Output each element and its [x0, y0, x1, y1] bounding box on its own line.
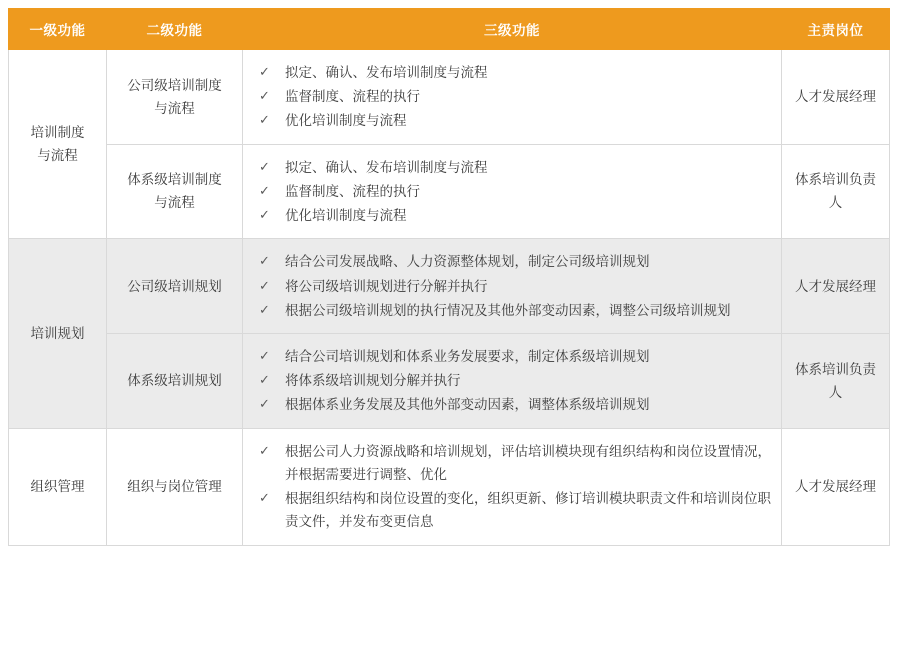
list-item-label: 监督制度、流程的执行 [285, 183, 420, 199]
list-item [257, 250, 773, 273]
cell-owner: 人才发展经理 [782, 239, 890, 334]
cell-level3-list [243, 50, 782, 145]
list-item [257, 109, 773, 132]
table-row [9, 428, 890, 545]
list-item-label: 结合公司发展战略、人力资源整体规划，制定公司级培训规划 [285, 254, 650, 270]
list-item-label: 根据组织结构和岗位设置的变化，组织更新、修订培训模块职责文件和培训岗位职责文件，并发布变更信息 [285, 491, 771, 530]
table-row [9, 239, 890, 334]
list-item [257, 275, 773, 298]
table-body [9, 50, 890, 546]
list-item [257, 85, 773, 108]
cell-level1: 组织管理 [9, 428, 107, 545]
check-mark-icon: ✓ [259, 301, 270, 317]
check-mark-icon: ✓ [259, 253, 270, 269]
table-header [9, 9, 890, 50]
check-mark-icon: ✓ [259, 112, 270, 128]
check-mark-icon: ✓ [259, 396, 270, 412]
list-item [257, 299, 773, 322]
list-item-label: 拟定、确认、发布培训制度与流程 [285, 159, 488, 175]
list-item [257, 369, 773, 392]
list-item-label: 优化培训制度与流程 [285, 113, 407, 129]
list-item-label: 将体系级培训规划分解并执行 [285, 373, 461, 389]
list-item [257, 345, 773, 368]
check-mark-icon: ✓ [259, 182, 270, 198]
list-item-label: 优化培训制度与流程 [285, 208, 407, 224]
column-header-owner: 主责岗位 [782, 9, 890, 50]
list-item-label: 拟定、确认、发布培训制度与流程 [285, 65, 488, 80]
list-item [257, 156, 773, 179]
check-mark-icon: ✓ [259, 277, 270, 293]
cell-owner: 人才发展经理 [782, 50, 890, 145]
cell-level2: 公司级培训制度 与流程 [107, 50, 243, 145]
cell-owner: 体系培训负责 人 [782, 144, 890, 239]
list-item [257, 180, 773, 203]
cell-level3-list [243, 239, 782, 334]
cell-level1: 培训规划 [9, 239, 107, 428]
check-mark-icon: ✓ [259, 88, 270, 104]
list-item-label: 根据公司级培训规划的执行情况及其他外部变动因素，调整公司级培训规划 [285, 302, 731, 318]
cell-level3-list [243, 428, 782, 545]
table-row [9, 333, 890, 428]
list-item [257, 393, 773, 416]
list-item [257, 61, 773, 84]
column-header-level3: 三级功能 [243, 9, 782, 50]
table-row [9, 144, 890, 239]
cell-level3-list [243, 144, 782, 239]
check-mark-icon: ✓ [259, 490, 270, 506]
header-row [9, 9, 890, 50]
list-item-label: 监督制度、流程的执行 [285, 89, 420, 105]
list-item-label: 将公司级培训规划进行分解并执行 [285, 278, 488, 294]
check-mark-icon: ✓ [259, 442, 270, 458]
cell-level2: 组织与岗位管理 [107, 428, 243, 545]
cell-level2: 体系级培训规划 [107, 333, 243, 428]
function-responsibility-table [8, 8, 890, 546]
check-mark-icon: ✓ [259, 64, 270, 79]
list-item-label: 根据公司人力资源战略和培训规划，评估培训模块现有组织结构和岗位设置情况，并根据需要进行调整、优化 [285, 443, 771, 482]
cell-level1: 培训制度 与流程 [9, 50, 107, 239]
list-item [257, 487, 773, 533]
cell-owner: 体系培训负责 人 [782, 333, 890, 428]
check-mark-icon: ✓ [259, 347, 270, 363]
check-mark-icon: ✓ [259, 158, 270, 174]
list-item-label: 结合公司培训规划和体系业务发展要求，制定体系级培训规划 [285, 348, 650, 364]
column-header-level1: 一级功能 [9, 9, 107, 50]
cell-level2: 体系级培训制度 与流程 [107, 144, 243, 239]
check-mark-icon: ✓ [259, 207, 270, 223]
cell-owner: 人才发展经理 [782, 428, 890, 545]
cell-level2: 公司级培训规划 [107, 239, 243, 334]
list-item [257, 440, 773, 486]
list-item [257, 204, 773, 227]
column-header-level2: 二级功能 [107, 9, 243, 50]
table-row [9, 50, 890, 145]
cell-level3-list [243, 333, 782, 428]
check-mark-icon: ✓ [259, 372, 270, 388]
list-item-label: 根据体系业务发展及其他外部变动因素，调整体系级培训规划 [285, 397, 650, 413]
